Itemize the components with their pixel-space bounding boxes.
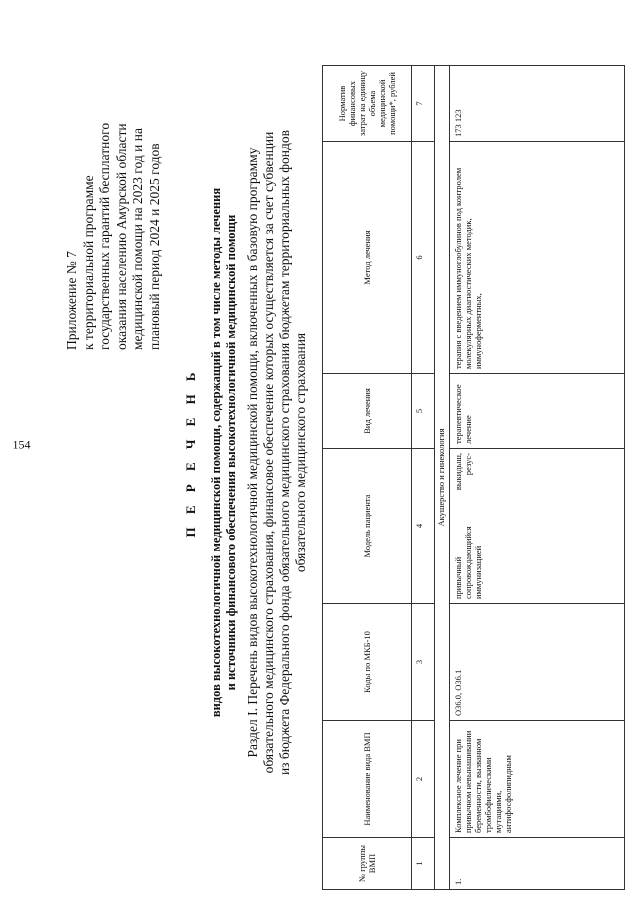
title-line: и источники финансового обеспечения высокотехнологичной медицинской помощи [224,214,238,691]
header-cell: Наименование вида ВМП [323,721,412,838]
header-cell: Модель пациента [323,449,412,604]
header-cell: Вид лечения [323,374,412,449]
page-number: 154 [12,437,31,452]
model-cell: привычный выкидыш, сопровождающийся резус-иммунизацией [450,449,625,604]
table-row [450,66,625,890]
codes-cell: O36.0, O36.1 [450,604,625,721]
section-line: Раздел I. Перечень видов высокотехнологичной медицинской помощи, включенных в базовую программу [245,147,260,758]
table-header-row [323,66,412,890]
column-number: 6 [412,142,435,374]
column-number: 3 [412,604,435,721]
header-cell: Метод лечения [323,142,412,374]
appendix-line: к территориальной программе [80,175,96,350]
appendix-line: Приложение № 7 [64,251,79,350]
section-heading [245,20,309,885]
appendix-block [64,60,163,350]
header-cell: Коды по МКБ-10 [323,604,412,721]
cost-cell: 173 123 [450,66,625,142]
vmp-table [322,65,625,890]
column-number: 1 [412,838,435,890]
document-title [183,20,239,885]
section-row [435,66,450,890]
column-number: 4 [412,449,435,604]
name-cell: Комплексное лечение при привычном невынашивании беременности, вызванном тромбофилическими мутациями, антифосфолипидным [450,721,625,838]
header-cell: Норматив финансовых затрат на единицу объема медицинской помощи*, рублей [323,66,412,142]
method-cell: терапия с введением иммуноглобулинов под контролем молекулярных диагностических методик, иммуноферментных, [450,142,625,374]
treatment-cell: терапевтическое лечение [450,374,625,449]
appendix-line: оказания населению Амурской области [113,123,129,350]
column-number: 7 [412,66,435,142]
section-line: обязательного медицинского страхования [293,332,308,573]
appendix-line: государственных гарантий бесплатного [97,122,112,350]
column-number: 5 [412,374,435,449]
section-line: обязательного медицинского страхования, финансовое обеспечение которых осуществляется за счет субвенции [261,131,276,774]
title-line: видов высокотехнологичной медицинской помощи, содержащий в том числе методы лечения [209,187,223,718]
header-cell: № группы ВМП [323,838,412,890]
appendix-line: плановый период 2024 и 2025 годов [146,143,162,350]
column-number: 2 [412,721,435,838]
appendix-line: медицинской помощи на 2023 год и на [130,128,145,350]
group-cell: 1. [450,838,625,890]
title-heading: П Е Р Е Ч Е Н Ь [183,367,198,538]
section-title: Акушерство и гинекология [435,66,450,890]
section-line: из бюджета Федерального фонда обязательного медицинского страхования бюджетам территориальных фондов [277,129,292,776]
column-number-row [412,66,435,890]
